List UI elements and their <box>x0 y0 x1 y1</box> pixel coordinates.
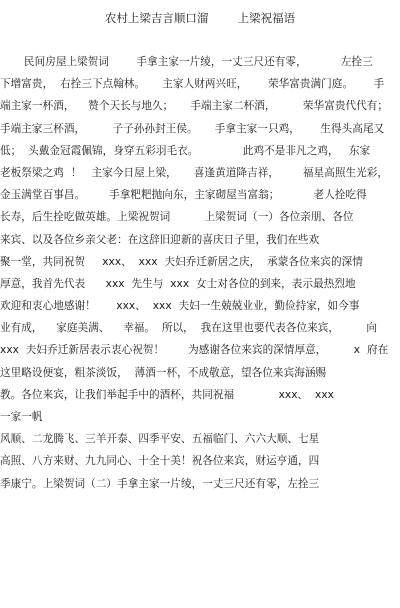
text-line: 长寿，后生拴吃做英雄。上梁祝贺词 上梁贺词（一）各位亲朋、各位 <box>0 211 354 224</box>
text-line: 高照、八方来财、九九同心、十全十美！祝各位来宾，财运亨通，四 <box>0 455 320 468</box>
text-line: 风顺、二龙腾飞、三羊开泰、四季平安、五福临门、六六大顺、七星 <box>0 433 320 446</box>
text-line: 厚意，我首先代表 xxx 先生与 xxx 女士对各位的到来，表示最热烈地 <box>0 277 356 290</box>
page-title: 农村上梁吉言顺口溜 上梁祝福语 <box>104 11 296 25</box>
text-line: 老板祭梁之鸡 ！ 主家今日屋上梁， 喜逢黄道降吉祥， 福星高照生光彩， <box>0 166 389 179</box>
text-line: 下增富贵， 右拴三下点翰林。 主家人财两兴旺， 荣华富贵满门庭。 手 <box>0 78 385 91</box>
text-line: 聚一堂，共同祝贺 xxx、 xxx 夫妇乔迁新居之庆， 承蒙各位来宾的深情 <box>0 255 363 268</box>
text-line: 业有成， 家庭美满、 幸福。 所以， 我在这里也要代表各位来宾， 向 <box>0 322 378 335</box>
text-line: 手端主家三杯酒， 子子孙孙封王侯。 手拿主家一只鸡， 生得头高尾又 <box>0 122 385 135</box>
text-line: 低； 头戴金冠霞佩锦，身穿五彩羽毛衣。 此鸡不是非凡之鸡， 东家 <box>0 144 371 157</box>
text-line: 一家一帆 <box>0 411 43 423</box>
text-line: 欢迎和衷心地感谢！ xxx、 xxx 夫妇一生兢兢业业，勤俭持家，如今事 <box>0 300 360 313</box>
text-line: 来宾、以及各位乡亲父老：在这辞旧迎新的喜庆日子里，我们在些欢 <box>0 233 320 246</box>
text-line: 教。各位来宾，让我们举起手中的酒杯，共同祝福 xxx、 xxx <box>0 388 334 401</box>
text-line: 季康宁。上梁贺词（二）手拿主家一片绫，一丈三尺还有零，左拴三 <box>0 477 320 490</box>
text-line: 民间房屋上梁贺词 手拿主家一片绫，一丈三尺还有零， 左拴三 <box>0 56 373 68</box>
text-line: 端主家一杯酒， 赞个天长与地久； 手端主家二杯酒， 荣华富贵代代有； <box>0 100 389 113</box>
text-line: xxx 夫妇乔迁新居表示衷心祝贺！ 为感谢各位来宾的深情厚意， x 府在 <box>0 344 389 357</box>
text-line: 金玉满堂百事昌。 手拿粑粑抛向东，主家砌屋当富翁； 老人拴吃得 <box>0 189 367 202</box>
body-text <box>0 51 400 495</box>
text-line: 这里略设便宴，粗茶淡饭， 薄酒一杯，不成敬意，望各位来宾海涵赐 <box>0 366 327 379</box>
